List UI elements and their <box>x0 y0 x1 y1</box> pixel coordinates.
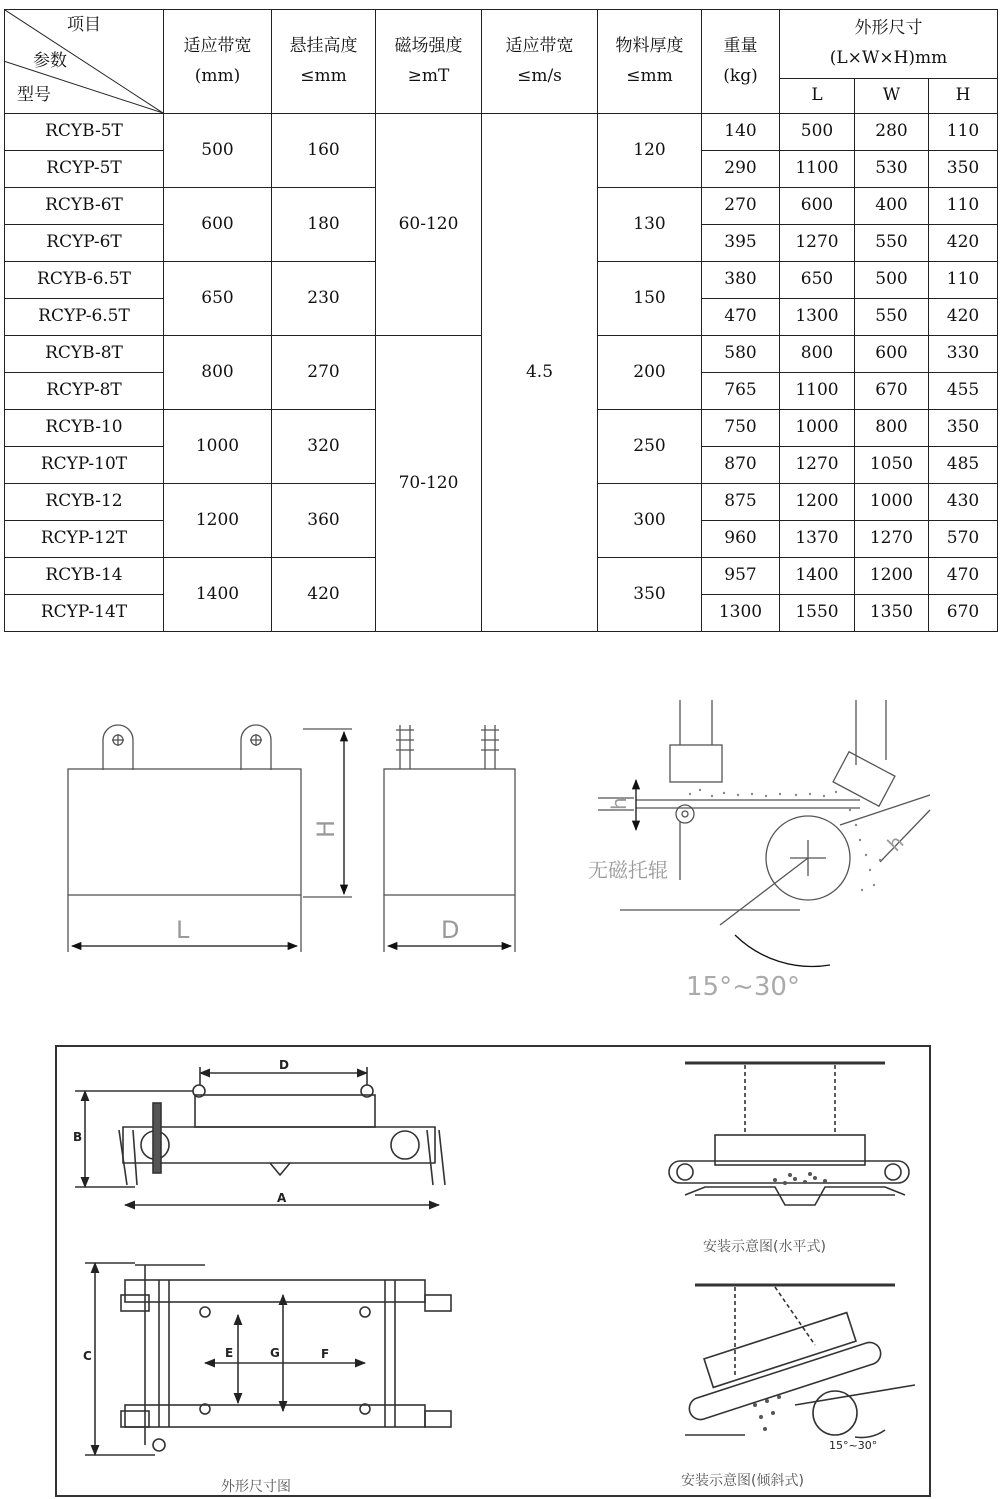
dim-l-cell: 1100 <box>780 151 855 188</box>
belt-width-cell: 600 <box>164 188 272 262</box>
dim-h-cell: 570 <box>929 521 998 558</box>
model-cell: RCYB-10 <box>5 410 164 447</box>
dim-w-cell: 670 <box>855 373 929 410</box>
dim-d-label: D <box>441 916 460 944</box>
non-magnetic-roller-label: 无磁托辊 <box>588 858 668 882</box>
belt-speed-cell: 4.5 <box>482 114 598 632</box>
dim-w-cell: 1050 <box>855 447 929 484</box>
dim-h-header: H <box>929 79 998 114</box>
belt-width-cell: 650 <box>164 262 272 336</box>
angle-label-small: 15°~30° <box>829 1439 878 1452</box>
dim-w-cell: 550 <box>855 299 929 336</box>
dim-a-label: A <box>277 1191 287 1205</box>
dim-h-label: H <box>312 819 340 838</box>
dim-h-cell: 485 <box>929 447 998 484</box>
dim-w-cell: 280 <box>855 114 929 151</box>
corner-item-label: 项目 <box>67 15 101 35</box>
dim-l-cell: 1270 <box>780 225 855 262</box>
dim-c-label: C <box>83 1349 92 1363</box>
dim-w-cell: 600 <box>855 336 929 373</box>
dim-w-cell: 1200 <box>855 558 929 595</box>
dim-w-cell: 400 <box>855 188 929 225</box>
belt-speed-header: 适应带宽 ≤m/s <box>482 10 598 114</box>
model-cell: RCYB-8T <box>5 336 164 373</box>
weight-cell: 140 <box>702 114 780 151</box>
belt-width-cell: 1200 <box>164 484 272 558</box>
dim-w-cell: 530 <box>855 151 929 188</box>
hang-height-cell: 160 <box>272 114 376 188</box>
angle-label: 15°~30° <box>686 972 800 1002</box>
dim-l-cell: 1100 <box>780 373 855 410</box>
dim-h-cell: 420 <box>929 225 998 262</box>
model-cell: RCYB-14 <box>5 558 164 595</box>
belt-width-cell: 1400 <box>164 558 272 632</box>
model-cell: RCYP-6T <box>5 225 164 262</box>
field-strength-cell: 60-120 <box>376 114 482 336</box>
model-cell: RCYP-5T <box>5 151 164 188</box>
weight-cell: 750 <box>702 410 780 447</box>
dim-h-cell: 350 <box>929 151 998 188</box>
weight-cell: 290 <box>702 151 780 188</box>
model-cell: RCYP-14T <box>5 595 164 632</box>
thickness-cell: 130 <box>598 188 702 262</box>
dimensions-header: 外形尺寸 (L×W×H)mm <box>780 10 998 79</box>
dim-l-cell: 1550 <box>780 595 855 632</box>
dimension-sketch <box>0 690 1000 1010</box>
dim-w-cell: 1000 <box>855 484 929 521</box>
weight-cell: 960 <box>702 521 780 558</box>
dim-h-cell: 110 <box>929 262 998 299</box>
belt-width-cell: 500 <box>164 114 272 188</box>
model-cell: RCYP-8T <box>5 373 164 410</box>
weight-header: 重量 (kg) <box>702 10 780 114</box>
hang-height-cell: 420 <box>272 558 376 632</box>
hang-height-label: h <box>607 797 631 810</box>
dim-l-cell: 800 <box>780 336 855 373</box>
dim-h-cell: 455 <box>929 373 998 410</box>
hang-height-cell: 180 <box>272 188 376 262</box>
model-cell: RCYP-12T <box>5 521 164 558</box>
dim-h-cell: 350 <box>929 410 998 447</box>
field-strength-cell: 70-120 <box>376 336 482 632</box>
dim-h-cell: 110 <box>929 188 998 225</box>
dim-h-cell: 420 <box>929 299 998 336</box>
hang-height-cell: 230 <box>272 262 376 336</box>
caption-horizontal-install: 安装示意图(水平式) <box>703 1239 826 1255</box>
dim-e-label: E <box>225 1346 234 1360</box>
model-cell: RCYB-12 <box>5 484 164 521</box>
model-cell: RCYP-10T <box>5 447 164 484</box>
dim-h-cell: 330 <box>929 336 998 373</box>
thickness-cell: 120 <box>598 114 702 188</box>
weight-cell: 765 <box>702 373 780 410</box>
dim-l-cell: 1200 <box>780 484 855 521</box>
illustration-frame <box>56 1046 930 1496</box>
thickness-cell: 300 <box>598 484 702 558</box>
dim-l-label: L <box>176 916 190 944</box>
front-view <box>68 725 352 952</box>
dim-h-cell: 470 <box>929 558 998 595</box>
dim-l-cell: 650 <box>780 262 855 299</box>
belt-width-cell: 800 <box>164 336 272 410</box>
dim-w-header: W <box>855 79 929 114</box>
caption-inclined-install: 安装示意图(倾斜式) <box>681 1473 804 1489</box>
installation-illustration <box>55 1045 931 1497</box>
thickness-cell: 250 <box>598 410 702 484</box>
dim-l-cell: 1400 <box>780 558 855 595</box>
dim-h-cell: 430 <box>929 484 998 521</box>
dim-l-cell: 600 <box>780 188 855 225</box>
weight-cell: 470 <box>702 299 780 336</box>
corner-header-cell <box>5 10 164 114</box>
weight-cell: 580 <box>702 336 780 373</box>
dim-d-label: D <box>279 1058 289 1072</box>
weight-cell: 1300 <box>702 595 780 632</box>
dim-f-label: F <box>321 1347 330 1361</box>
model-cell: RCYP-6.5T <box>5 299 164 336</box>
weight-cell: 395 <box>702 225 780 262</box>
weight-cell: 270 <box>702 188 780 225</box>
dim-h-cell: 670 <box>929 595 998 632</box>
hang-height-cell: 270 <box>272 336 376 410</box>
model-cell: RCYB-6T <box>5 188 164 225</box>
dim-l-cell: 1300 <box>780 299 855 336</box>
dim-g-label: G <box>270 1346 280 1360</box>
dim-w-cell: 800 <box>855 410 929 447</box>
dim-l-cell: 1370 <box>780 521 855 558</box>
field-strength-header: 磁场强度 ≥mT <box>376 10 482 114</box>
weight-cell: 380 <box>702 262 780 299</box>
hang-height-cell: 360 <box>272 484 376 558</box>
dim-h-cell: 110 <box>929 114 998 151</box>
thickness-cell: 150 <box>598 262 702 336</box>
spec-table <box>4 9 998 632</box>
dim-w-cell: 1270 <box>855 521 929 558</box>
hang-height-cell: 320 <box>272 410 376 484</box>
caption-dims: 外形尺寸图 <box>221 1479 291 1495</box>
dim-l-cell: 500 <box>780 114 855 151</box>
inclined-h-label: h <box>882 830 909 857</box>
corner-model-label: 型号 <box>17 85 51 105</box>
dim-l-header: L <box>780 79 855 114</box>
belt-width-cell: 1000 <box>164 410 272 484</box>
dim-l-cell: 1270 <box>780 447 855 484</box>
thickness-cell: 200 <box>598 336 702 410</box>
dim-w-cell: 1350 <box>855 595 929 632</box>
dim-b-label: B <box>73 1130 83 1144</box>
table-row <box>5 114 998 151</box>
dim-w-cell: 550 <box>855 225 929 262</box>
weight-cell: 957 <box>702 558 780 595</box>
belt-width-header: 适应带宽 (mm) <box>164 10 272 114</box>
weight-cell: 875 <box>702 484 780 521</box>
weight-cell: 870 <box>702 447 780 484</box>
corner-param-label: 参数 <box>33 51 67 71</box>
installation-sketch <box>598 700 930 966</box>
model-cell: RCYB-6.5T <box>5 262 164 299</box>
thickness-header: 物料厚度 ≤mm <box>598 10 702 114</box>
dim-w-cell: 500 <box>855 262 929 299</box>
dim-l-cell: 1000 <box>780 410 855 447</box>
hang-height-header: 悬挂高度 ≤mm <box>272 10 376 114</box>
thickness-cell: 350 <box>598 558 702 632</box>
model-cell: RCYB-5T <box>5 114 164 151</box>
